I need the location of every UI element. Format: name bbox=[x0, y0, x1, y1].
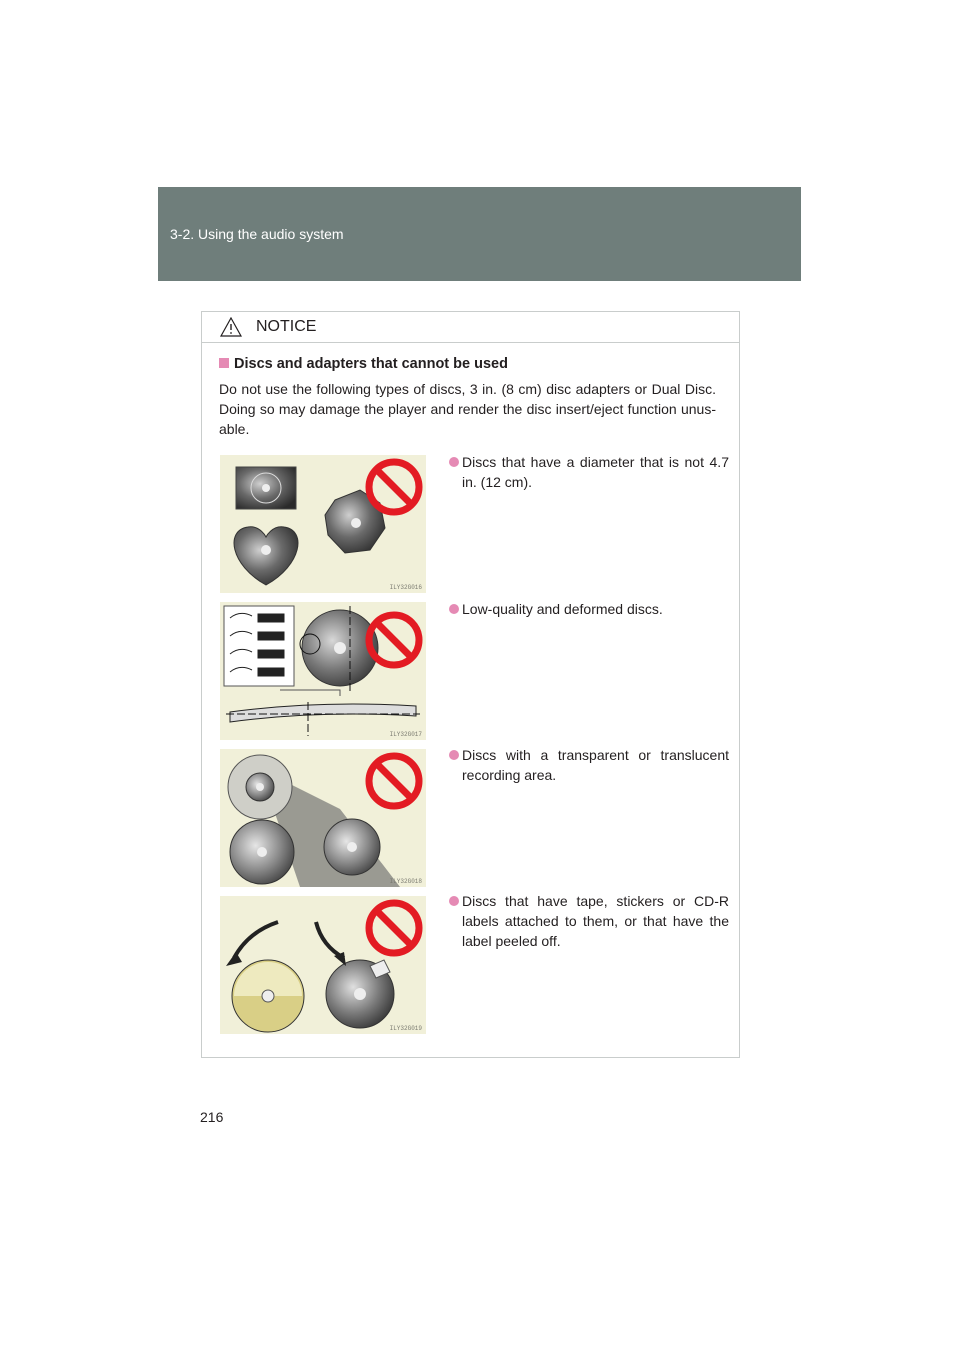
list-item: Discs that have tape, stickers or CD-R labels attached to them, or that have the label peeled off. bbox=[449, 891, 729, 951]
list-item: Discs that have a diameter that is not 4.7 in. (12 cm). bbox=[449, 452, 729, 492]
prohibition-sign-icon bbox=[369, 903, 419, 953]
figure-code: ILY32G016 bbox=[389, 584, 422, 591]
figure-code: ILY32G018 bbox=[389, 878, 422, 885]
prohibition-sign-icon bbox=[369, 756, 419, 806]
list-item: Low-quality and deformed discs. bbox=[449, 599, 729, 619]
bullet-icon bbox=[449, 604, 459, 614]
bullet-icon bbox=[449, 896, 459, 906]
list-item: Discs with a transparent or translucent recording area. bbox=[449, 745, 729, 785]
intro-paragraph: Do not use the following types of discs, 3 in. (8 cm) disc adapters or Dual Disc. Doing so may damage the player and render the disc insert/eject function unus- able. bbox=[219, 381, 716, 437]
notice-header bbox=[202, 312, 739, 343]
notice-title: NOTICE bbox=[256, 318, 317, 335]
figure-code: ILY32G017 bbox=[389, 731, 422, 738]
prohibition-sign-icon bbox=[369, 462, 419, 512]
bullet-icon bbox=[449, 457, 459, 467]
section-header: 3-2. Using the audio system bbox=[170, 226, 344, 242]
figure-translucent-discs bbox=[220, 749, 426, 887]
figure-code: ILY32G019 bbox=[389, 1025, 422, 1032]
figure-odd-shaped-discs bbox=[220, 455, 426, 593]
square-bullet-icon bbox=[219, 358, 229, 368]
figure-labeled-discs bbox=[220, 896, 426, 1034]
bullet-icon bbox=[449, 750, 459, 760]
notice-box bbox=[201, 311, 740, 1058]
figure-deformed-discs bbox=[220, 602, 426, 740]
section-heading: Discs and adapters that cannot be used bbox=[219, 356, 508, 372]
page-number: 216 bbox=[200, 1109, 224, 1125]
warning-triangle-icon bbox=[220, 317, 242, 337]
